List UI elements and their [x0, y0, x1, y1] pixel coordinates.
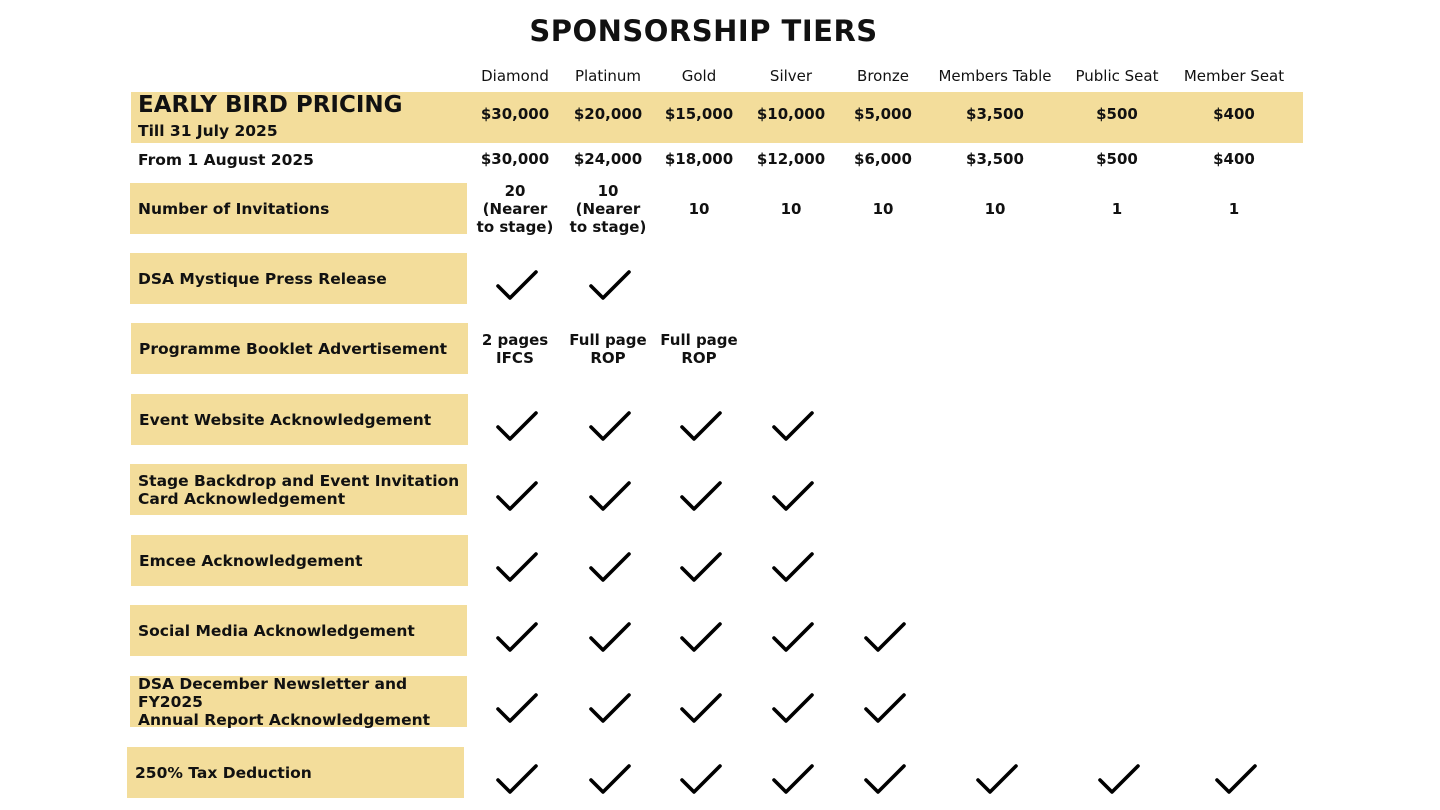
- regular-price: $6,000: [854, 150, 912, 168]
- check-icon: [495, 763, 539, 797]
- benefit-value: 10: [984, 200, 1006, 218]
- check-icon: [679, 692, 723, 726]
- early-bird-price: $5,000: [854, 105, 912, 123]
- benefit-value: Full page ROP: [660, 331, 738, 367]
- check-icon: [588, 763, 632, 797]
- early-bird-title: EARLY BIRD PRICING: [138, 92, 403, 118]
- regular-price: $18,000: [664, 150, 734, 168]
- benefit-value: 10: [780, 200, 802, 218]
- early-bird-price: $3,500: [966, 105, 1024, 123]
- check-icon: [495, 621, 539, 655]
- tier-header-diamond: Diamond: [481, 67, 549, 85]
- benefit-label: Stage Backdrop and Event Invitation Card Acknowledgement: [138, 471, 460, 508]
- regular-pricing-label: From 1 August 2025: [138, 151, 314, 169]
- tier-header-member-seat: Member Seat: [1183, 67, 1285, 85]
- benefit-value: 2 pages IFCS: [481, 331, 549, 367]
- early-bird-price: $10,000: [756, 105, 826, 123]
- check-icon: [495, 692, 539, 726]
- benefit-value: Full page ROP: [569, 331, 647, 367]
- benefit-value: 1: [1228, 200, 1240, 218]
- early-bird-price: $400: [1213, 105, 1255, 123]
- early-bird-price: $20,000: [573, 105, 643, 123]
- regular-price: $500: [1096, 150, 1138, 168]
- regular-price: $12,000: [756, 150, 826, 168]
- check-icon: [679, 480, 723, 514]
- check-icon: [588, 410, 632, 444]
- check-icon: [588, 692, 632, 726]
- regular-price: $3,500: [966, 150, 1024, 168]
- early-bird-price: $500: [1096, 105, 1138, 123]
- check-icon: [771, 763, 815, 797]
- check-icon: [771, 621, 815, 655]
- check-icon: [771, 410, 815, 444]
- check-icon: [863, 692, 907, 726]
- check-icon: [771, 480, 815, 514]
- benefit-value: 20 (Nearer to stage): [476, 182, 554, 236]
- regular-price: $24,000: [573, 150, 643, 168]
- benefit-value: 10: [872, 200, 894, 218]
- check-icon: [679, 410, 723, 444]
- regular-price: $400: [1213, 150, 1255, 168]
- check-icon: [1097, 763, 1141, 797]
- tier-header-gold: Gold: [681, 67, 717, 85]
- benefit-label: DSA Mystique Press Release: [138, 269, 387, 288]
- tier-header-platinum: Platinum: [574, 67, 642, 85]
- check-icon: [588, 480, 632, 514]
- check-icon: [679, 763, 723, 797]
- early-bird-subtitle: Till 31 July 2025: [138, 122, 278, 140]
- early-bird-price: $15,000: [664, 105, 734, 123]
- check-icon: [863, 763, 907, 797]
- regular-price: $30,000: [480, 150, 550, 168]
- check-icon: [495, 410, 539, 444]
- check-icon: [588, 621, 632, 655]
- check-icon: [588, 269, 632, 303]
- check-icon: [495, 480, 539, 514]
- benefit-label: 250% Tax Deduction: [135, 763, 312, 782]
- benefit-label: Programme Booklet Advertisement: [139, 339, 448, 358]
- benefit-label: Number of Invitations: [138, 199, 330, 218]
- check-icon: [679, 621, 723, 655]
- check-icon: [863, 621, 907, 655]
- page-title: SPONSORSHIP TIERS: [529, 14, 878, 48]
- benefit-label: Emcee Acknowledgement: [139, 551, 363, 570]
- check-icon: [771, 692, 815, 726]
- benefit-value: 1: [1111, 200, 1123, 218]
- benefit-label: Social Media Acknowledgement: [138, 621, 415, 640]
- check-icon: [1214, 763, 1258, 797]
- early-bird-price: $30,000: [480, 105, 550, 123]
- tier-header-bronze: Bronze: [857, 67, 909, 85]
- tier-header-members-table: Members Table: [938, 67, 1052, 85]
- benefit-value: 10 (Nearer to stage): [569, 182, 647, 236]
- tier-header-public-seat: Public Seat: [1075, 67, 1159, 85]
- tier-header-silver: Silver: [769, 67, 813, 85]
- check-icon: [495, 269, 539, 303]
- benefit-label: Event Website Acknowledgement: [139, 410, 432, 429]
- benefit-value: 10: [688, 200, 710, 218]
- check-icon: [679, 551, 723, 585]
- check-icon: [771, 551, 815, 585]
- benefit-label: DSA December Newsletter and FY2025 Annual Report Acknowledgement: [138, 674, 431, 729]
- check-icon: [495, 551, 539, 585]
- check-icon: [588, 551, 632, 585]
- check-icon: [975, 763, 1019, 797]
